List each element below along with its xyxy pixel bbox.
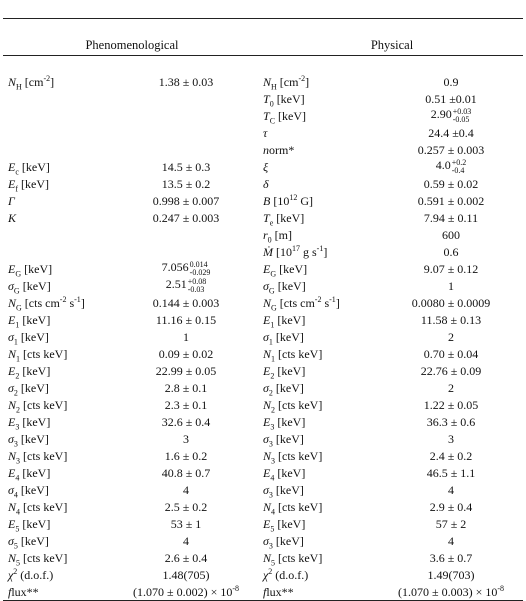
table-row (3, 498, 523, 515)
phenomenological-label (3, 124, 111, 141)
phenomenological-value: 4 (183, 482, 189, 497)
physical-value: 4 (448, 482, 454, 497)
phenomenological-label: $\sigma_3$ [keV] (8, 431, 49, 448)
physical-value: 36.3 ± 0.6 (426, 414, 476, 429)
top-rule (3, 19, 523, 37)
physical-label: $r_0$ [m] (263, 227, 292, 244)
physical-label: $T_0$ [keV] (263, 91, 305, 108)
phenomenological-value (111, 124, 261, 141)
phenomenological-value: 11.16 ± 0.15 (155, 312, 217, 327)
table-row (3, 447, 523, 464)
phenomenological-value: 14.5 ± 0.3 (161, 159, 211, 174)
phenomenological-label: $N_H$ $[cm^{-2}]$ (8, 73, 55, 91)
table-row (3, 566, 523, 583)
physical-label: $E_4$ [keV] (263, 465, 306, 482)
physical-value: 0.6 (443, 244, 459, 259)
table-row (3, 226, 523, 243)
physical-label: $\chi^2$ (d.o.f.) (263, 566, 309, 582)
physical-value: 2 (448, 380, 454, 395)
physical-value: 0.0080 ± 0.0009 (411, 295, 491, 310)
phenomenological-value (111, 107, 261, 124)
phenomenological-value: 1.38 ± 0.03 (158, 74, 214, 89)
phenomenological-value: 53 ± 1 (170, 516, 202, 531)
header-phenomenological: Phenomenological (85, 38, 179, 52)
phenomenological-label: $\sigma_5$ [keV] (8, 533, 49, 550)
physical-value: 24.4 ±0.4 (428, 125, 474, 140)
table-row (3, 481, 523, 498)
physical-value: 0.51 ±0.01 (425, 91, 477, 106)
table-row (3, 345, 523, 362)
phenomenological-label: $E_4$ [keV] (8, 465, 51, 482)
phenomenological-label: $N_5$ [cts keV] (8, 550, 68, 567)
physical-value: 0.257 ± 0.003 (417, 142, 485, 157)
phenomenological-label: $\sigma_4$ [keV] (8, 482, 49, 499)
physical-label: $N_G$ [cts $cm^{-2}$ $s^{-1}$] (263, 294, 340, 312)
phenomenological-value: 0.998 ± 0.007 (152, 193, 220, 208)
phenomenological-label: $E_1$ [keV] (8, 312, 51, 329)
table-row (3, 464, 523, 481)
table-row (3, 124, 523, 141)
physical-value: 0.9 (443, 74, 459, 89)
phenomenological-value: $(1.070 \pm 0.002) \times 10^{-8}$ (111, 583, 261, 601)
physical-value: 2 (448, 329, 454, 344)
phenomenological-label: $E_3$ [keV] (8, 414, 51, 431)
phenomenological-label: $N_1$ [cts keV] (8, 346, 68, 363)
phenomenological-label: $E_f$ [keV] (8, 176, 49, 193)
physical-value: 3.6 ± 0.7 (429, 550, 473, 565)
header-physical: Physical (370, 38, 414, 52)
phenomenological-label (3, 90, 111, 107)
physical-label: $\sigma_3$ [keV] (263, 482, 304, 499)
phenomenological-value: 0.144 ± 0.003 (152, 295, 220, 310)
physical-value: 11.58 ± 0.13 (420, 312, 482, 327)
phenomenological-label: $N_2$ [cts keV] (8, 397, 68, 414)
physical-label: B [$10^{12}$ G] (263, 192, 314, 208)
phenomenological-label: $E_5$ [keV] (8, 516, 51, 533)
phenomenological-value: 0.247 ± 0.003 (152, 210, 220, 225)
table-row (3, 311, 523, 328)
phenomenological-label: $\chi^2$ (d.o.f.) (8, 566, 54, 582)
physical-value: 1.22 ± 0.05 (423, 397, 479, 412)
physical-value: 22.76 ± 0.09 (420, 363, 482, 378)
phenomenological-value: 3 (183, 431, 189, 446)
physical-value: 4.0 +0.2 -0.4 (435, 157, 467, 175)
phenomenological-value: 22.99 ± 0.05 (155, 363, 217, 378)
physical-value: 4 (448, 533, 454, 548)
phenomenological-value: 13.5 ± 0.2 (161, 176, 211, 191)
physical-label: Ṁ [$10^{17}$ g $s^{-1}$] (263, 243, 328, 259)
table-row (3, 141, 523, 158)
phenomenological-label: $\sigma_G$ [keV] (8, 278, 51, 295)
phenomenological-label: $\sigma_2$ [keV] (8, 380, 49, 397)
physical-label: $E_5$ [keV] (263, 516, 306, 533)
table-row (3, 583, 523, 601)
physical-value: 0.70 ± 0.04 (423, 346, 479, 361)
physical-value: 2.9 ± 0.4 (429, 499, 473, 514)
phenomenological-label: flux** (3, 583, 111, 601)
physical-value: 2.4 ± 0.2 (429, 448, 473, 463)
phenomenological-label: Γ (8, 193, 15, 208)
table-row (3, 328, 523, 345)
phenomenological-value: 4 (183, 533, 189, 548)
table-row (3, 379, 523, 396)
physical-value: 600 (442, 227, 460, 242)
table-row (3, 158, 523, 175)
phenomenological-label (3, 243, 111, 260)
phenomenological-label: $E_G$ [keV] (8, 261, 53, 278)
header-row (3, 36, 523, 56)
physical-label: $N_1$ [cts keV] (263, 346, 323, 363)
phenomenological-value: 1 (183, 329, 189, 344)
physical-value: 7.94 ± 0.11 (423, 210, 479, 225)
physical-value: $(1.070 \pm 0.003) \times 10^{-8}$ (379, 583, 523, 601)
physical-label: $N_4$ [cts keV] (263, 499, 323, 516)
physical-label: $\sigma_3$ [keV] (263, 431, 304, 448)
phenomenological-value: 40.8 ± 0.7 (161, 465, 211, 480)
parameters-table (3, 18, 523, 601)
table-row (3, 549, 523, 566)
phenomenological-value: 1.6 ± 0.2 (164, 448, 208, 463)
physical-label: $E_3$ [keV] (263, 414, 306, 431)
physical-label: $E_2$ [keV] (263, 363, 306, 380)
phenomenological-value: 1.48(705) (162, 567, 210, 582)
table-row (3, 192, 523, 209)
table-row (3, 90, 523, 107)
physical-label: τ (263, 125, 268, 140)
physical-value: 9.07 ± 0.12 (423, 261, 479, 276)
physical-label: $E_1$ [keV] (263, 312, 306, 329)
physical-value: 0.59 ± 0.02 (423, 176, 479, 191)
table-row (3, 532, 523, 549)
table-row (3, 396, 523, 413)
table-row (3, 209, 523, 226)
phenomenological-value: 2.6 ± 0.4 (164, 550, 208, 565)
phenomenological-label: $E_2$ [keV] (8, 363, 51, 380)
phenomenological-value: 2.5 ± 0.2 (164, 499, 208, 514)
table-row (3, 243, 523, 260)
physical-value: 3 (448, 431, 454, 446)
phenomenological-value (111, 226, 261, 243)
physical-value: 57 ± 2 (435, 516, 467, 531)
physical-label: δ (263, 176, 269, 191)
phenomenological-value (111, 243, 261, 260)
physical-label: $\sigma_G$ [keV] (263, 278, 306, 295)
physical-label: flux** (261, 583, 379, 601)
table-row (3, 413, 523, 430)
header-rule (3, 56, 523, 74)
phenomenological-value: 2.51 +0.08 -0.03 (165, 276, 207, 294)
phenomenological-label (3, 226, 111, 243)
physical-value: 1.49(703) (427, 567, 475, 582)
phenomenological-label: $\sigma_1$ [keV] (8, 329, 49, 346)
table-row (3, 430, 523, 447)
phenomenological-label: K (8, 210, 17, 225)
table-row (3, 107, 523, 124)
phenomenological-value (111, 90, 261, 107)
table-row (3, 260, 523, 277)
phenomenological-label: $N_3$ [cts keV] (8, 448, 68, 465)
table-row (3, 175, 523, 192)
physical-label: ξ (263, 159, 269, 174)
physical-label: $\sigma_1$ [keV] (263, 329, 304, 346)
phenomenological-label (3, 107, 111, 124)
physical-label: $N_3$ [cts keV] (263, 448, 323, 465)
phenomenological-value: 0.09 ± 0.02 (158, 346, 214, 361)
table-row (3, 515, 523, 532)
phenomenological-value: 2.8 ± 0.1 (164, 380, 208, 395)
physical-value: 2.90 +0.03 -0.05 (430, 106, 472, 124)
physical-label: $\sigma_3$ [keV] (263, 533, 304, 550)
phenomenological-value: 7.056 0.014 -0.029 (161, 259, 211, 277)
physical-label: norm* (263, 142, 295, 157)
physical-label: $T_C$ [keV] (263, 108, 307, 125)
physical-value: 46.5 ± 1.1 (426, 465, 476, 480)
physical-label: $T_e$ [keV] (263, 210, 305, 227)
table-body (3, 73, 523, 601)
table-row (3, 362, 523, 379)
physical-label: $N_2$ [cts keV] (263, 397, 323, 414)
table-row (3, 73, 523, 90)
phenomenological-label: $N_4$ [cts keV] (8, 499, 68, 516)
phenomenological-label: $E_c$ [keV] (8, 159, 50, 176)
table-row (3, 277, 523, 294)
physical-label: $N_5$ [cts keV] (263, 550, 323, 567)
physical-label: $N_H$ $[cm^{-2}]$ (263, 73, 310, 91)
physical-label: $E_G$ [keV] (263, 261, 308, 278)
phenomenological-value: 32.6 ± 0.4 (161, 414, 211, 429)
phenomenological-label: $N_G$ [cts $cm^{-2}$ $s^{-1}$] (8, 294, 85, 312)
table-row (3, 294, 523, 311)
physical-value: 0.591 ± 0.002 (417, 193, 485, 208)
phenomenological-value (111, 141, 261, 158)
physical-value: 1 (448, 278, 454, 293)
physical-label: $\sigma_2$ [keV] (263, 380, 304, 397)
phenomenological-label (3, 141, 111, 158)
phenomenological-value: 2.3 ± 0.1 (164, 397, 208, 412)
